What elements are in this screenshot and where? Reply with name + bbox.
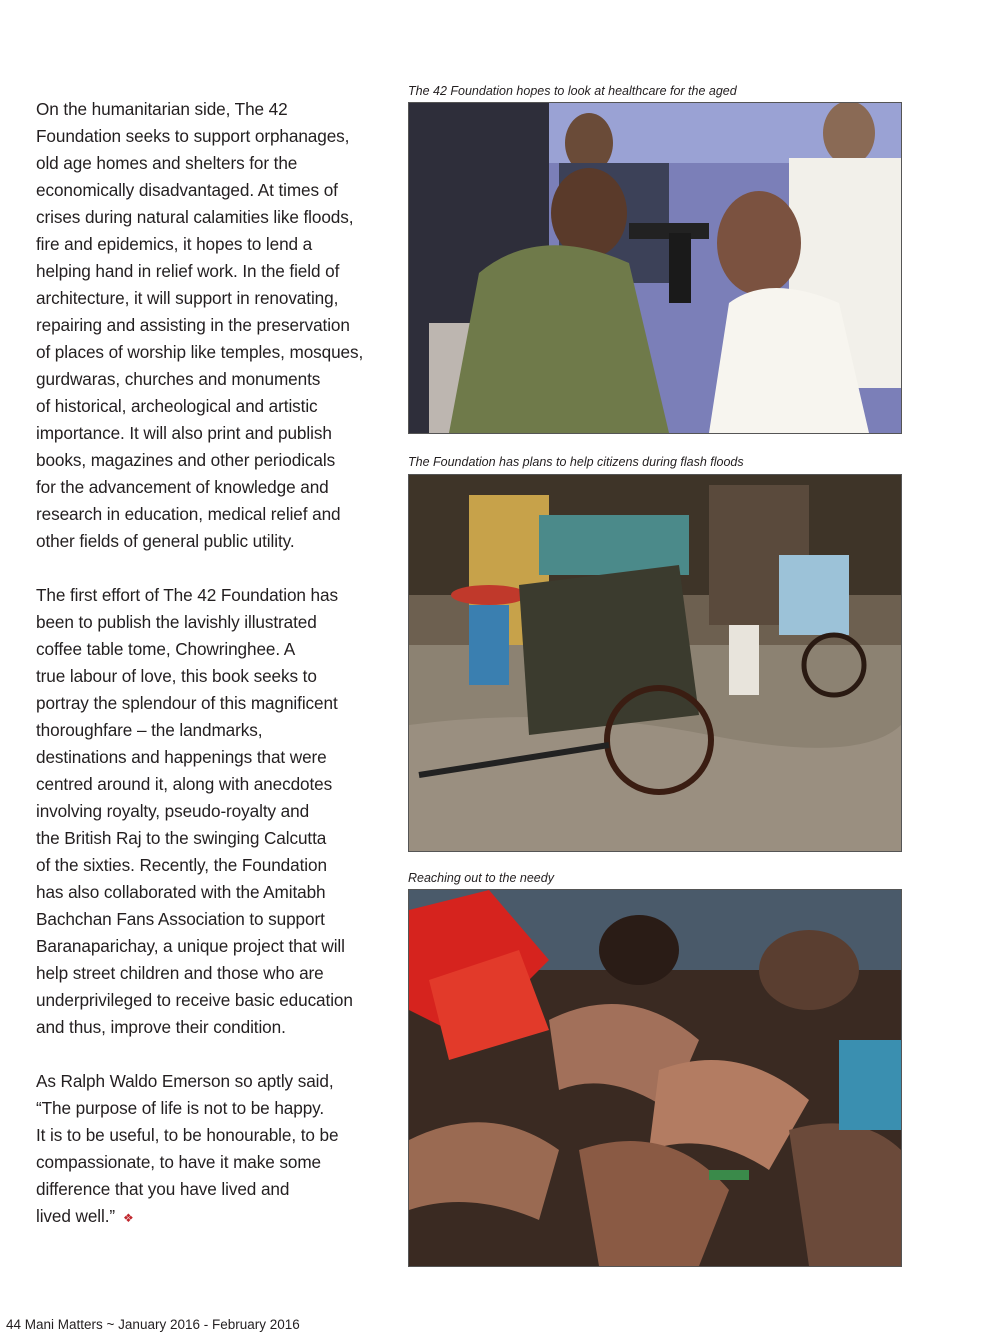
text-line: It is to be useful, to be honourable, to be xyxy=(36,1125,339,1145)
photo-needy xyxy=(408,889,902,1267)
text-line: other fields of general public utility. xyxy=(36,531,295,551)
article-body xyxy=(36,96,376,1232)
text-line: underprivileged to receive basic education xyxy=(36,990,353,1010)
text-line: architecture, it will support in renovating, xyxy=(36,288,339,308)
text-line: the British Raj to the swinging Calcutta xyxy=(36,828,327,848)
paragraph-3 xyxy=(36,1068,376,1232)
photo-floods xyxy=(408,474,902,852)
text-line: repairing and assisting in the preservation xyxy=(36,315,350,335)
photo-healthcare xyxy=(408,102,902,434)
text-line: As Ralph Waldo Emerson so aptly said, xyxy=(36,1071,334,1091)
quote-last-line xyxy=(36,1203,376,1232)
text-line: Bachchan Fans Association to support xyxy=(36,909,325,929)
text-line: of places of worship like temples, mosques, xyxy=(36,342,364,362)
text-line: Baranaparichay, a unique project that will xyxy=(36,936,345,956)
text-line: helping hand in relief work. In the field of xyxy=(36,261,340,281)
page-footer: 44 Mani Matters ~ January 2016 - February 2016 xyxy=(6,1317,300,1332)
text-line: coffee table tome, Chowringhee. A xyxy=(36,639,296,659)
text-line: true labour of love, this book seeks to xyxy=(36,666,317,686)
text-line: of the sixties. Recently, the Foundation xyxy=(36,855,327,875)
text-line: research in education, medical relief and xyxy=(36,504,341,524)
text-line: lived well.” xyxy=(36,1206,116,1226)
photo-caption-floods: The Foundation has plans to help citizens during flash floods xyxy=(408,455,744,469)
text-line: old age homes and shelters for the xyxy=(36,153,298,173)
text-line: fire and epidemics, it hopes to lend a xyxy=(36,234,313,254)
text-line: and thus, improve their condition. xyxy=(36,1017,286,1037)
text-line: help street children and those who are xyxy=(36,963,324,983)
text-line: difference that you have lived and xyxy=(36,1179,290,1199)
text-line: of historical, archeological and artistic xyxy=(36,396,318,416)
photo-caption-needy: Reaching out to the needy xyxy=(408,871,554,885)
text-line: involving royalty, pseudo-royalty and xyxy=(36,801,310,821)
text-line: thoroughfare – the landmarks, xyxy=(36,720,263,740)
text-line: portray the splendour of this magnificent xyxy=(36,693,338,713)
text-line: gurdwaras, churches and monuments xyxy=(36,369,321,389)
text-line: centred around it, along with anecdotes xyxy=(36,774,333,794)
text-line: crises during natural calamities like floods, xyxy=(36,207,354,227)
text-line: The first effort of The 42 Foundation has xyxy=(36,585,338,605)
text-line: destinations and happenings that were xyxy=(36,747,327,767)
text-line: Foundation seeks to support orphanages, xyxy=(36,126,350,146)
text-line: been to publish the lavishly illustrated xyxy=(36,612,317,632)
paragraph-1 xyxy=(36,96,376,555)
text-line: economically disadvantaged. At times of xyxy=(36,180,338,200)
text-line: importance. It will also print and publish xyxy=(36,423,332,443)
photo-caption-healthcare: The 42 Foundation hopes to look at healthcare for the aged xyxy=(408,84,737,98)
text-line: for the advancement of knowledge and xyxy=(36,477,329,497)
text-line: has also collaborated with the Amitabh xyxy=(36,882,326,902)
paragraph-2 xyxy=(36,582,376,1041)
text-line: “The purpose of life is not to be happy. xyxy=(36,1098,325,1118)
text-line: compassionate, to have it make some xyxy=(36,1152,322,1172)
end-mark-icon: ❖ xyxy=(123,1211,134,1225)
text-line: books, magazines and other periodicals xyxy=(36,450,336,470)
text-line: On the humanitarian side, The 42 xyxy=(36,99,288,119)
